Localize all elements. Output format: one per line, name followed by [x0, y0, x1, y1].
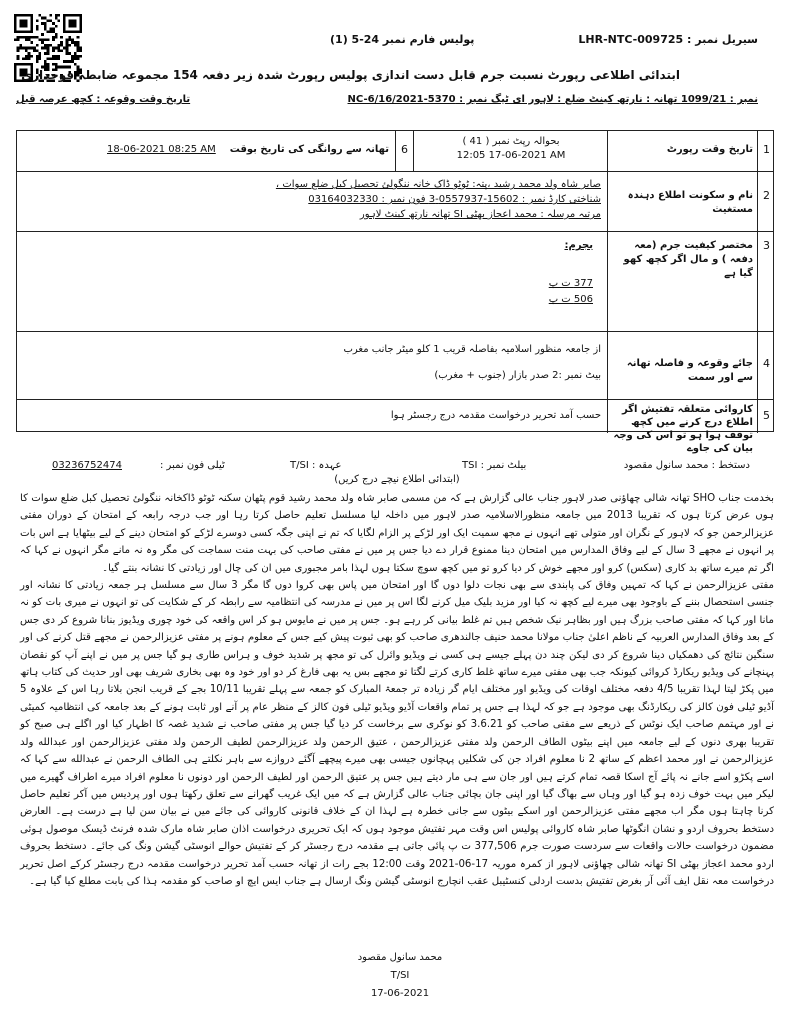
investigation-action: حسب آمد تحریر درخواست مقدمہ درج رجسٹر ہوا [390, 410, 601, 421]
row-number: 3 [763, 239, 770, 252]
row-label: تاریخ وقت رپورٹ [666, 144, 753, 155]
narrative-paragraph: مفتی عزیزالرحمن نے کہا کہ تمہیں وفاق کی پابندی سے بھی نجات دلوا دوں گا اور امتحان میں پاس بھی کروا دوں گا مگر 3 سال سے مسلسل ہر جمعہ زیادتی کا نشانہ اور جنسی استحصال بننے کے باوجود بھی میرے لیے کچھ نہ کیا اور مزید بلیک میل کرنے لگا اس پر میں نے مدرسہ کی انتظامیہ سے رابطہ کر کے شکایت کی تو انہوں نے میری بات کو نہ مانا اور کہا کہ مفتی صاحب بزرگ ہیں اور بظاہر نیک شخص ہیں تم غلط بیانی کر رہے ہو۔ جس پر میں نے مایوس ہو کر اس واقعہ کی خود چوری ویڈیوز بنانا شروع کر دی جس کے بعد وفاق المدارس العربیہ کے ناظم اعلیٰ جناب مولانا محمد حنیف جالندھری صاحب کو بھی ثبوت پیش کیے جس کے معلوم ہونے پر مفتی عزیزالرحمن نے مجھے قتل کرنے کی اور سنگین نتائج کی دھمکیاں دینا شروع کر دی لیکن چند دن پہلے جیسے ہی کسی نے ویڈیو وائرل کی تو مجھ پر شدید خوف و ہراس طاری ہو گیا جس پر میں نے اپنے آپ کو نقصان پہنچانے کی ویڈیو ریکارڈ کروائی کیونکہ جب بھی مفتی میرے ساتھ غلط کاری کرتے لگتا تو مجھے بس یہ بھی فارغ کر دو اور خود وہ بھی بخاری شریف بھی اور حدیث کی کتاب ہاتھ میں پکڑ لیتا لہذا تقریبا 4/5 دفعہ مختلف اوقات کی ویڈیو اور مختلف ایام گر زیادہ تر جمعۃ المبارک کو جمعہ سے پہلے تقریبا 10/11 بجے کے قریب انجن بلاتا رہا اس کے علاوہ 5 آڈیو ٹیلی فون کالز کی ریکارڈنگ بھی موجود ہے جو کہ لہذا ہے جس پر تمام واقعات آڈیو ویڈیو ٹیلی فون کالز کے منظر عام پر آنے اور ثابت ہونے کے بعد جامعہ کی انتظامیہ کمیٹی نے اور مہتمم صاحب ایک نوٹس کے ذریعے سے مفتی صاحب کو 3.6.21 کو نوکری سے برخاست کر دیا گیا جس پر مفتی صاحب نے شدید غصہ کا اظہار کیا اور اگلے ہی صبح کو تقریبا بھری دنوں کے لیے جامعہ میں اپنے بیٹوں الطاف الرحمن ولد مفتی عزیزالرحمن ، عتیق الرحمن ولد عزیزالرحمن لطیف الرحمن ولد مفتی عزیزالرحمن اور عبدالله ولد عزیزالرحمن نے اور محمد اعظم کے ساتھ 2 نا معلوم افراد جن کی شکلیں پہچانوں جیسی بھی میرے پیچھے آگئے دروازے سے باہر نکلتے ہی الطاف الرحمن نے عبدالله سے کہا کہ اسے پکڑو اسے جانے نہ پائے آج اسکا قصہ تمام کرتے ہیں اور جان سے ہی مار دیتے ہیں جس پر عتیق الرحمن اور لطیف الرحمن اور دونوں نا معلوم افراد میرے اطراف گھیرے میں لیکر میں بہت خوف زدہ ہو گیا اور وہاں سے بھاگ گیا اور اپنی جان بچائی جناب عالی گزارش ہے کہ میں ایک غریب گھرانے سے تعلق رکھتا ہوں اور پردیس میں آکر تعلیم حاصل کرنا چاہتا ہوں مگر اب مجھے مفتی عزیزالرحمن اور اسکے بیٹوں سے جانی خطرہ ہے لہذا ان کے خلاف قانونی کاروائی کی جائے میں نے بیان سن لیا ہے درست ہے۔ العارض دستخط بحروف اردو و نشان انگوٹھا صابر شاہ کاروائی پولیس اس وقت مہر تفتیش موجود ہوں کہ ایک تحریری درخواست اذان صابر شاہ مارک شدہ فرنٹ ڈیسک موصول ہوئی مضمون درخواست حالات واقعات سے سردست صورت جرم 377,506 ت پ پائی جاتی ہے مقدمہ درج رجسٹر کر کے تفتیش حوالے انوسٹی گیشن ونگ کی جائے۔ دستخط بحروف اردو محمد اعجاز بھٹی SI تھانہ شالی چھاؤنی لاہور از کمرہ موریہ 17-06-2021 وقت 12:00 بجے رات از تھانہ حسب آمد تحریر درخواست مقدمہ درج رجسٹر کرکے اصل تحریر درخواست معہ نقل ایف آئی آر بغرض تفتیش بدست اردلی کنسٹیبل عقب انچارج انوسٹی گیشن ونگ ارسال ہے جناب ایس ایچ او صاحب کو مقدمہ ہذا کی بابت مطلع کیا گیا ہے۔ [20, 580, 775, 887]
rank: عہدہ : T/SI [290, 460, 342, 471]
narrative-paragraph: بخدمت جناب SHO تھانہ شالی چھاؤنی صدر لاہور جناب عالی گزارش ہے کہ من مسمی صابر شاہ ولد محمد رشید قوم پٹھان سکنہ ٹوٹو ڈاکخانہ ننگولئ تحصیل کبل ضلع سوات کا ہوں عرض کرتا ہوں کہ تقریبا 2013 میں جامعہ منظورالاسلامیہ صدر لاہور میں داخلہ لیا مسلسل تعلیم حاصل کرتا رہا اور جب درجہ رابعہ کے امتحان کے دوران مفتی عزیزالرحمن جو کہ لاہور کے نگران اور متولی تھے انہوں نے مجھ سمیت ایک اور لڑکے پر الزام لگایا کہ تم نے اپنی جگہ کسی دوسرے لڑکے کو امتحان دینے کے لیے بیٹھایا ہے اس بات پر انہوں نے مجھے 3 سال کے لیے وفاق المدارس میں امتحان دینا ممنوع قرار دے دیا جس پر میں نے مفتی صاحب کی بہت منت سماجت کی مگر وہ نہ مانے مگر انہوں نے کہا کہ اگر تم میرے ساتھ بد کاری (سکس) کرو اور مجھے خوش کر دیا کرو تو میں کچھ سوچ سکتا ہوں لہذا بامر مجبوری میں ان کی چال اور زیادتی کا نشانہ بنتے گیا۔ [20, 493, 774, 574]
signed-by: دستخط : محمد سانول مقصود [623, 460, 750, 471]
row-label: مختصر کیفیت جرم (معہ دفعہ ) و مال اگر کچھ کھو گیا ہے [623, 240, 753, 279]
offence-label: بجرم: [564, 240, 593, 251]
occurrence-date: تاریخ وقت وقوعہ : کچھ عرصہ قبل [16, 94, 191, 105]
section-377: 377 ت پ [548, 278, 593, 289]
section-506: 506 ت پ [548, 294, 593, 305]
row-number: 2 [763, 189, 770, 202]
case-info: نمبر : 1099/21 تھانہ : نارتھ کینٹ ضلع : لاہور ای ٹیگ نمبر : NC-6/16/2021-5370 [347, 94, 758, 105]
form-number: پولیس فارم نمبر 24-5 (1) [330, 33, 475, 46]
row-number: 5 [763, 409, 770, 422]
page-title: ابتدائی اطلاعی رپورٹ نسبت جرم قابل دست اندازی پولیس رپورٹ شدہ زیر دفعہ 154 مجموعہ ضابطہ فوجداری [21, 68, 680, 82]
row-number: 6 [401, 143, 408, 156]
fir-narrative [20, 490, 774, 890]
fir-note: (ابتدائی اطلاع نیچے درج کریں) [334, 474, 460, 485]
complainant-details: صابر شاہ ولد محمد رشید ،پتہ: ٹوٹو ڈاک خانہ ننگولئ تحصیل کبل ضلع سوات ، شناختی کارڈ نمبر : 15602-0557937-3 فون نمبر : 03164032330 مرتبہ مرسلہ : محمد اعجاز بھٹی SI تھانہ نارتھ کینٹ لاہور [275, 179, 601, 220]
row-label: تھانہ سے روانگی کی تاریخ بوقت [229, 144, 389, 155]
row-number: 1 [763, 143, 770, 156]
belt-number: بیلٹ نمبر : TSI [462, 460, 527, 471]
report-table [16, 130, 774, 454]
phone-number: 03236752474 [52, 460, 122, 471]
row-label: نام و سکونت اطلاع دہندہ مستغیث [627, 190, 753, 215]
departure-datetime: 18-06-2021 08:25 AM [107, 144, 216, 155]
footer-rank: T/SI [390, 970, 410, 981]
row-number: 4 [763, 357, 770, 370]
row-label: کاروائی متعلقہ تفتیش اگر اطلاع درج کرنے میں کچھ توقف ہوا ہو تو اس کی وجہ بیان کی جاوے [613, 404, 753, 454]
case-info-line [16, 94, 758, 112]
report-datetime: بحوالہ رپٹ نمبر ( 41 ) 17-06-2021 12:05 AM [456, 136, 566, 161]
phone-label: ٹیلی فون نمبر : [160, 460, 225, 471]
footer-date: 17-06-2021 [370, 988, 430, 999]
occurrence-place: از جامعہ منظور اسلامیہ بفاصلہ قریب 1 کلو میٹر جانب مغرب بیٹ نمبر :2 صدر بازار (جنوب + مغرب) [343, 344, 601, 381]
footer-name: محمد سانول مقصود [357, 952, 443, 963]
row-label: جائے وقوعہ و فاصلہ تھانہ سے اور سمت [626, 358, 753, 383]
serial-number: سیریل نمبر : LHR-NTC-009725 [578, 33, 758, 46]
